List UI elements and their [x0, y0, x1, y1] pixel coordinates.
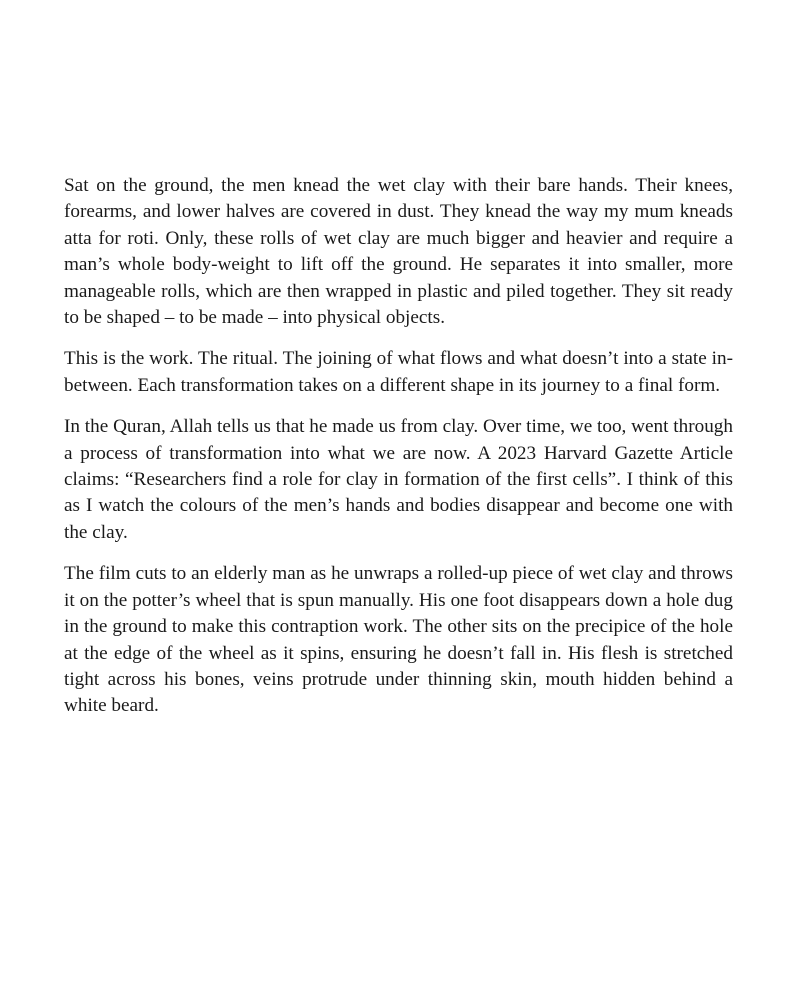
paragraph-1: Sat on the ground, the men knead the wet clay with their bare hands. Their knees, forearms, and lower halves are covered in dust. They knead the way my mum kneads atta for roti. Only, these rolls of wet clay are much bigger and heavier and require a man’s whole body-weight to lift off the ground. He separates it into smaller, more manageable rolls, which are then wrapped in plastic and piled together. They sit ready to be shaped – to be made – into physical objects.	[64, 175, 733, 329]
paragraph-3: In the Quran, Allah tells us that he made us from clay. Over time, we too, went through a process of transformation into what we are now. A 2023 Harvard Gazette Article claims: “Researchers find a role for clay in formation of the first cells”. I think of this as I watch the colours of the men’s hands and bodies disappear and become one with the clay.	[64, 416, 733, 543]
paragraph-2: This is the work. The ritual. The joining of what flows and what doesn’t into a state in-between. Each transformation takes on a different shape in its journey to a final form.	[64, 348, 733, 396]
paragraph-4: The film cuts to an elderly man as he unwraps a rolled-up piece of wet clay and throws it on the potter’s wheel that is spun manually. His one foot disappears down a hole dug in the ground to make this contraption work. The other sits on the precipice of the hole at the edge of the wheel as it spins, ensuring he doesn’t fall in. His flesh is stretched tight across his bones, veins protrude under thinning skin, mouth hidden behind a white beard.	[64, 563, 733, 717]
document-body	[64, 173, 733, 735]
